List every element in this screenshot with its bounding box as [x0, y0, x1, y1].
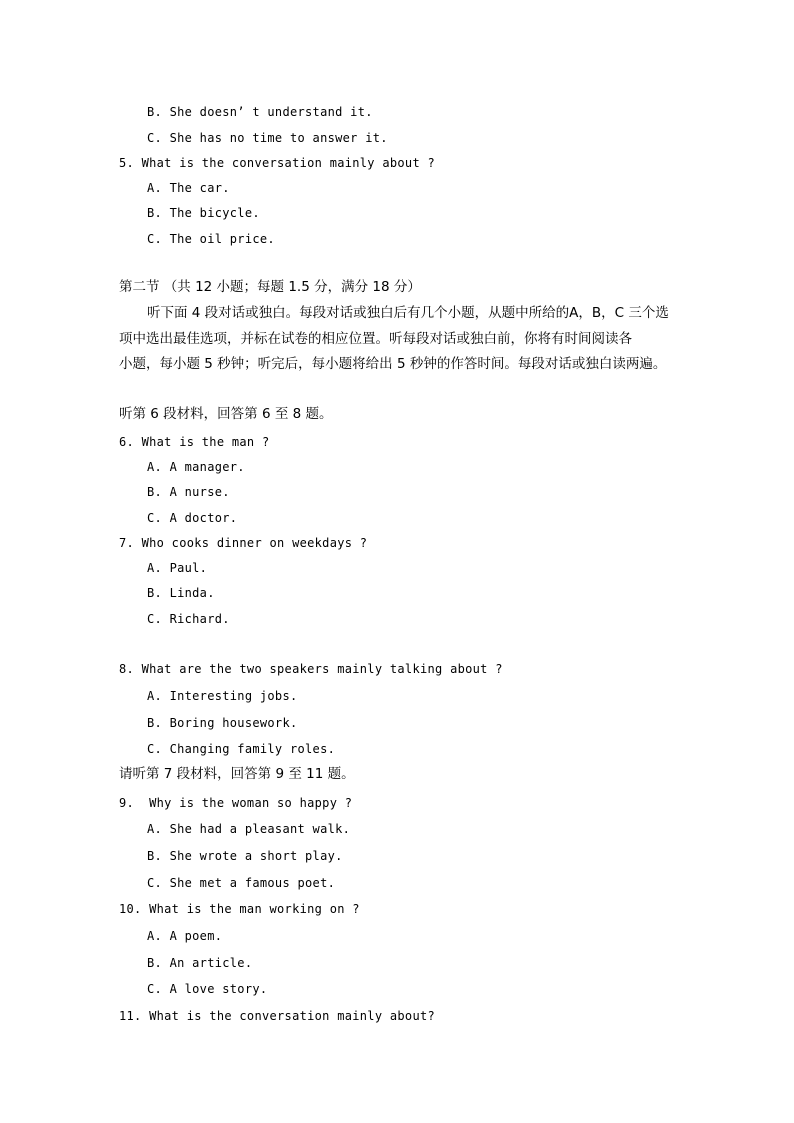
question-11: 11. What is the conversation mainly about? — [119, 1009, 436, 1023]
q6-option-c: C. A doctor. — [147, 511, 238, 525]
q10-option-b: B. An article. — [147, 956, 253, 970]
q8-option-c: C. Changing family roles. — [147, 742, 336, 756]
q5-option-b: B. The bicycle. — [147, 206, 260, 220]
q10-option-a: A. A poem. — [147, 929, 223, 943]
q7-option-b: B. Linda. — [147, 586, 215, 600]
q5-option-c: C. The oil price. — [147, 232, 275, 246]
question-9: 9. Why is the woman so happy ? — [119, 796, 353, 810]
q8-option-a: A. Interesting jobs. — [147, 689, 298, 703]
q7-option-a: A. Paul. — [147, 561, 208, 575]
instructions-line-3: 小题，每小题 5 秒钟；听完后，每小题将给出 5 秒钟的作答时间。每段对话或独白读两遍。 — [119, 356, 667, 372]
q6-option-a: A. A manager. — [147, 460, 245, 474]
q9-option-a: A. She had a pleasant walk. — [147, 822, 351, 836]
q8-option-b: B. Boring housework. — [147, 716, 298, 730]
q4-option-c: C. She has no time to answer it. — [147, 131, 388, 145]
q4-option-b: B. She doesn’ t understand it. — [147, 105, 373, 119]
instructions-line-1: 听下面 4 段对话或独白。每段对话或独白后有几个小题，从题中所给的A，B，C 三个选 — [147, 305, 669, 321]
q9-option-c: C. She met a famous poet. — [147, 876, 336, 890]
q9-option-b: B. She wrote a short play. — [147, 849, 343, 863]
part-7-heading: 请听第 7 段材料，回答第 9 至 11 题。 — [119, 766, 355, 782]
q6-option-b: B. A nurse. — [147, 485, 230, 499]
section-2-heading: 第二节 （共 12 小题；每题 1.5 分，满分 18 分） — [119, 279, 421, 295]
part-6-heading: 听第 6 段材料，回答第 6 至 8 题。 — [119, 406, 333, 422]
q5-option-a: A. The car. — [147, 181, 230, 195]
question-8: 8. What are the two speakers mainly talking about ? — [119, 662, 503, 676]
question-7: 7. Who cooks dinner on weekdays ? — [119, 536, 368, 550]
instructions-line-2: 项中选出最佳选项，并标在试卷的相应位置。听每段对话或独白前，你将有时间阅读各 — [119, 331, 632, 347]
q7-option-c: C. Richard. — [147, 612, 230, 626]
q10-option-c: C. A love story. — [147, 982, 268, 996]
question-5: 5. What is the conversation mainly about ? — [119, 156, 436, 170]
question-6: 6. What is the man ? — [119, 435, 270, 449]
question-10: 10. What is the man working on ? — [119, 902, 360, 916]
